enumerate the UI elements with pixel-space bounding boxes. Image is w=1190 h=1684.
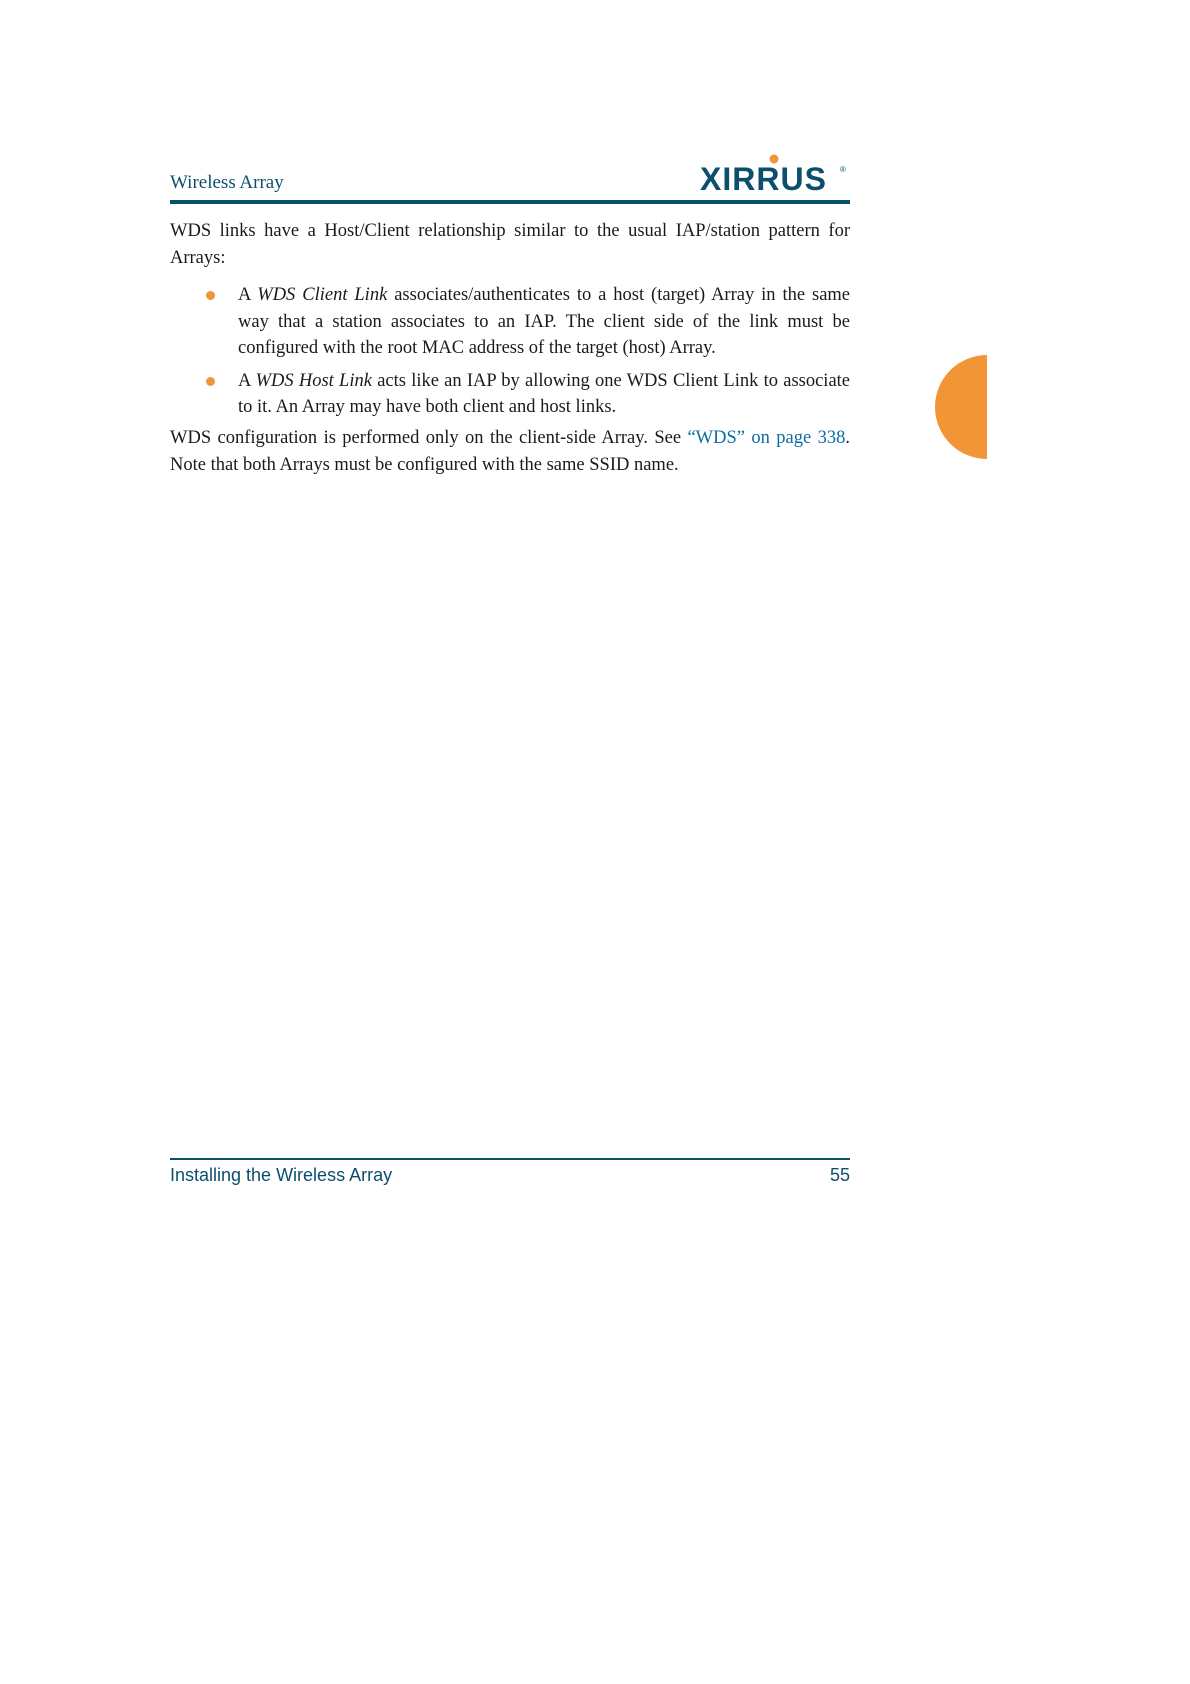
- logo-wordmark: XIRRUS: [700, 161, 827, 197]
- bullet-text: associates/authenticates to a host (target) Array in the same way that a station associates to an IAP. The client side of the link must be configured with the root MAC address of the target (host) Array.: [238, 285, 851, 358]
- intro-paragraph: WDS links have a Host/Client relationship similar to the usual IAP/station pattern for Arrays:: [170, 221, 850, 268]
- footer-rule: [170, 1158, 850, 1160]
- bullet-icon: [206, 291, 215, 300]
- footer-chapter-title: Installing the Wireless Array: [170, 1165, 393, 1185]
- xirrus-logo: [700, 150, 850, 200]
- outro-text-before: WDS configuration is performed only on the client-side Array. See: [170, 428, 688, 448]
- bullet-icon: [206, 377, 215, 386]
- running-header-title: Wireless Array: [170, 172, 284, 193]
- list-item: [170, 368, 850, 421]
- outro-text-after: . Note that both Arrays must be configured with the same SSID name.: [170, 428, 850, 475]
- cross-reference-link[interactable]: “WDS” on page 338: [687, 428, 846, 448]
- chapter-tab-marker: [935, 355, 987, 459]
- bullet-term: WDS Client Link: [257, 285, 388, 305]
- bullet-prefix: A: [238, 370, 256, 391]
- bullet-list: [170, 282, 850, 427]
- svg-text:®: ®: [840, 165, 846, 174]
- outro-paragraph: [170, 425, 850, 478]
- bullet-prefix: A: [238, 285, 258, 305]
- bullet-term: WDS Host Link: [255, 370, 372, 391]
- list-item: [170, 282, 850, 362]
- header-rule: [170, 200, 850, 204]
- page-number: 55: [829, 1165, 850, 1185]
- bullet-text: acts like an IAP by allowing one WDS Client Link to associate to it. An Array may have both client and host links.: [238, 370, 851, 417]
